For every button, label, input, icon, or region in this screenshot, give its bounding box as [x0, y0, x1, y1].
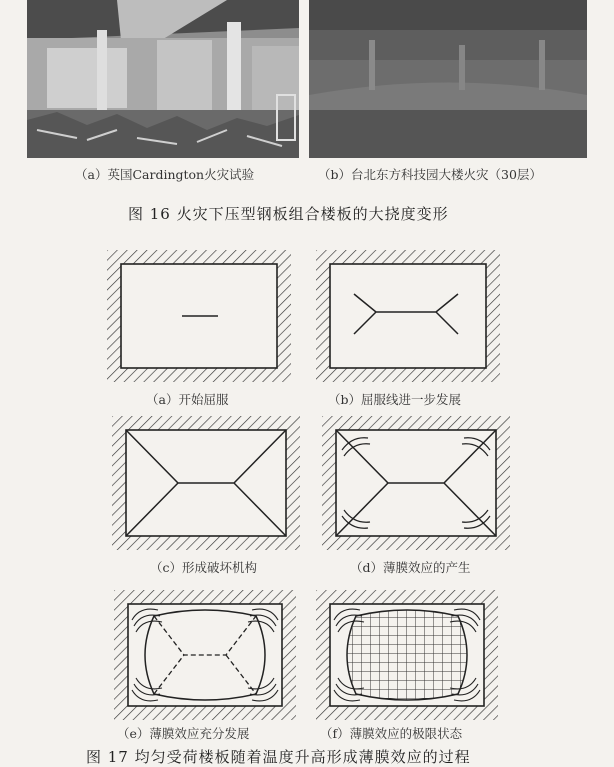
photo-cardington-fire-test — [27, 0, 299, 158]
figure-17-title: 图 17 均匀受荷楼板随着温度升高形成薄膜效应的过程 — [86, 748, 471, 766]
panel-f-caption: （f）薄膜效应的极限状态 — [320, 726, 463, 741]
photo-a-caption: （a）英国Cardington火灾试验 — [75, 167, 255, 182]
panel-d-caption: （d）薄膜效应的产生 — [350, 560, 471, 575]
figure-16-title: 图 16 火灾下压型钢板组合楼板的大挠度变形 — [128, 205, 449, 223]
diagram-b-yield-lines-develop — [316, 250, 500, 382]
diagram-f-membrane-limit-state — [316, 590, 498, 720]
panel-b-caption: （b）屈服线进一步发展 — [328, 392, 462, 407]
panel-e-caption: （e）薄膜效应充分发展 — [117, 726, 250, 741]
panel-c-caption: （c）形成破坏机构 — [150, 560, 258, 575]
diagram-c-failure-mechanism — [112, 416, 300, 550]
photo-taipei-building-fire — [309, 0, 587, 158]
panel-a-caption: （a）开始屈服 — [146, 392, 229, 407]
diagram-d-membrane-effect-onset — [322, 416, 510, 550]
diagram-e-membrane-fully-developed — [114, 590, 296, 720]
diagram-a-initial-yield — [107, 250, 291, 382]
photo-b-caption: （b）台北东方科技园大楼火灾（30层） — [318, 167, 542, 182]
